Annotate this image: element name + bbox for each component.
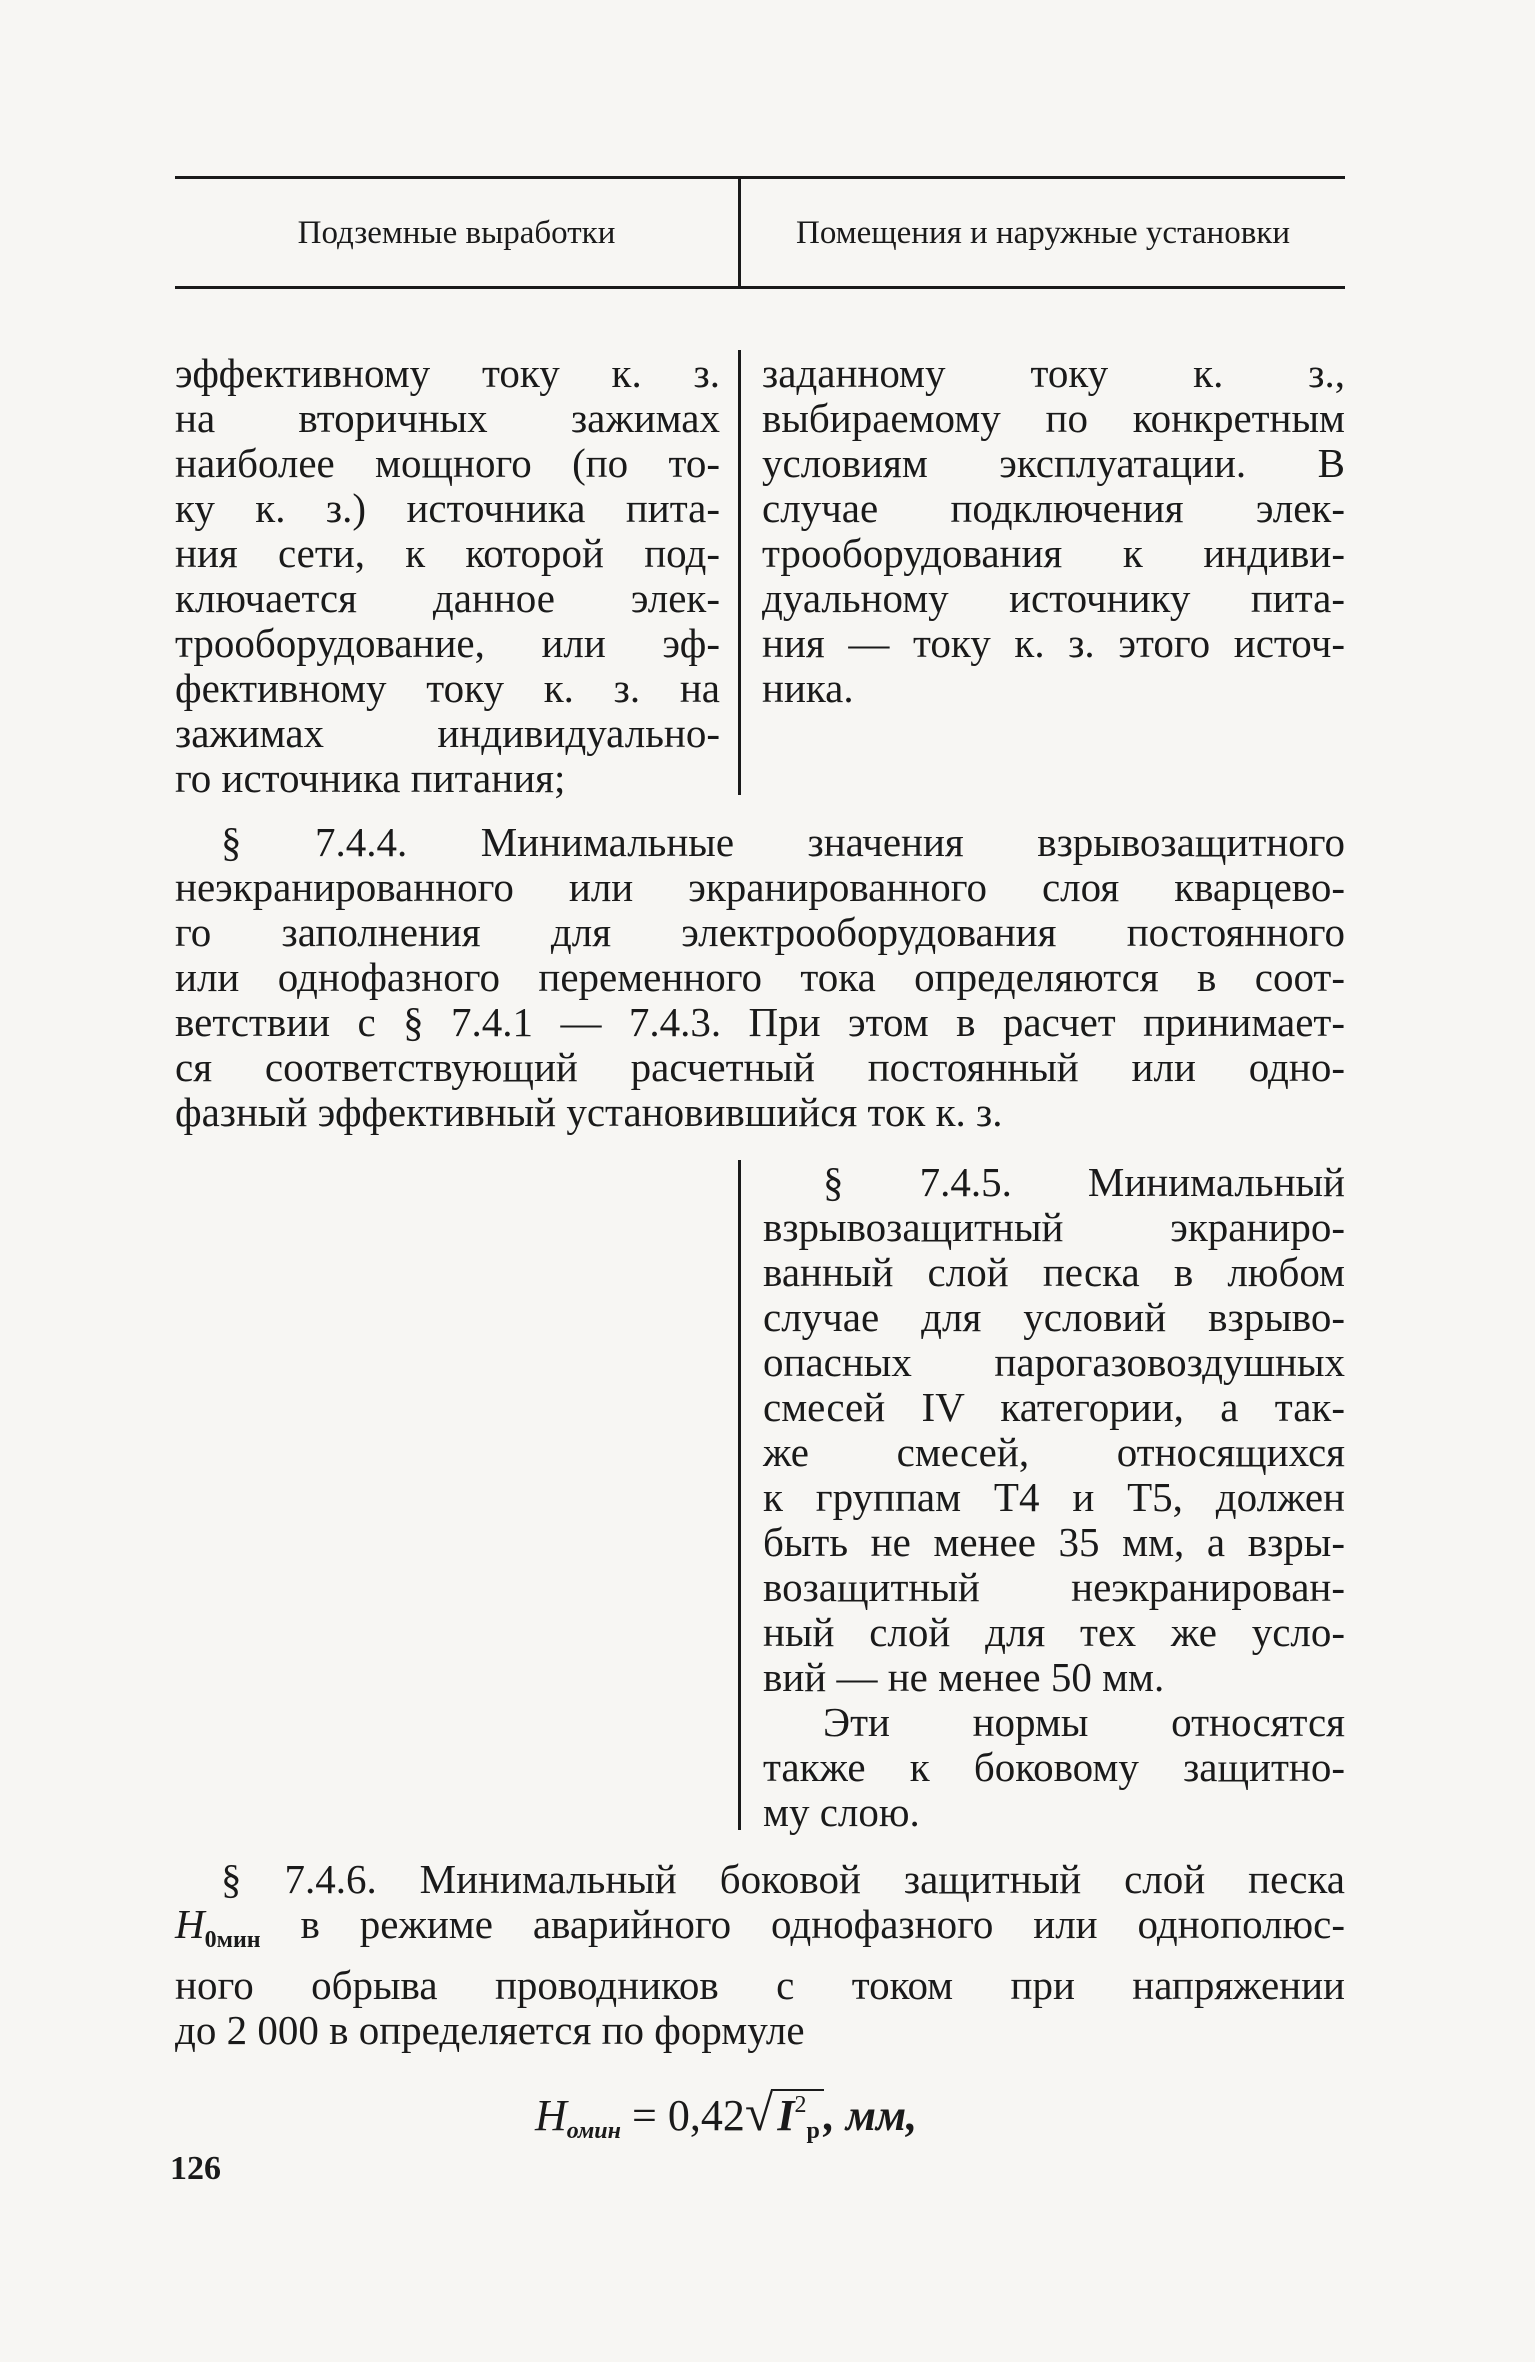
text-line: смесей IV категории, а так- xyxy=(763,1384,1345,1430)
text-line: выбираемому по конкретным xyxy=(762,395,1345,441)
table-top-rule xyxy=(175,176,1345,179)
h-subscript: 0мин xyxy=(204,1927,261,1954)
text-line: ветствии с § 7.4.1 — 7.4.3. При этом в расчет принимает- xyxy=(175,999,1345,1045)
text-line: до 2 000 в определяется по формуле xyxy=(175,2007,805,2054)
text-line: также к боковому защитно- xyxy=(763,1744,1345,1790)
text-line: ного обрыва проводников с током при напряжении xyxy=(175,1962,1345,2009)
text-line: ванный слой песка в любом xyxy=(763,1249,1345,1295)
page-number: 126 xyxy=(170,2150,221,2187)
text-line: трооборудование, или эф- xyxy=(175,620,720,666)
table-header-rule xyxy=(175,286,1345,289)
formula-lhs-symbol: H xyxy=(535,2091,567,2140)
section-7-4-6 xyxy=(175,1857,1345,2053)
text-line: му слою. xyxy=(763,1789,920,1835)
section-7-4-4 xyxy=(175,820,1345,1135)
formula-exponent: 2 xyxy=(794,2092,807,2118)
text-line: дуальному источнику пита- xyxy=(762,575,1345,621)
text-line xyxy=(175,1902,1345,1963)
table-cell-premises xyxy=(762,351,1345,711)
text-line: го источника питания; xyxy=(175,755,566,801)
section-7-4-5 xyxy=(763,1160,1345,1835)
formula-equals: = xyxy=(631,2091,657,2140)
h-symbol: H xyxy=(175,1901,205,1947)
text-line: ния — току к. з. этого источ- xyxy=(762,620,1345,666)
text-line: § 7.4.5. Минимальный xyxy=(823,1159,1345,1205)
text-line: § 7.4.4. Минимальные значения взрывозащитного xyxy=(221,819,1345,865)
text-line: опасных парогазовоздушных xyxy=(763,1339,1345,1385)
text-line: эффективному току к. з. xyxy=(175,350,720,396)
text-line: быть не менее 35 мм, а взры- xyxy=(763,1519,1345,1565)
text-fragment: в режиме аварийного однофазного или однополюс- xyxy=(260,1901,1345,1947)
text-line: ся соответствующий расчетный постоянный или одно- xyxy=(175,1044,1345,1090)
text-line: зажимах индивидуально- xyxy=(175,710,720,756)
text-line: случае подключения элек- xyxy=(762,485,1345,531)
text-line: заданному току к. з., xyxy=(762,350,1345,396)
text-line: случае для условий взрыво- xyxy=(763,1294,1345,1340)
table-body-divider xyxy=(738,350,741,795)
formula xyxy=(535,2075,917,2161)
formula-unit: , мм, xyxy=(823,2091,918,2140)
text-line: § 7.4.6. Минимальный боковой защитный слой песка xyxy=(221,1856,1345,1902)
text-line: или однофазного переменного тока определяются в соот- xyxy=(175,954,1345,1000)
table-header-underground: Подземные выработки xyxy=(297,215,616,251)
section-7-4-5-column-rule xyxy=(738,1160,741,1830)
text-line: возащитный неэкранирован- xyxy=(763,1564,1345,1610)
text-line: трооборудования к индиви- xyxy=(762,530,1345,576)
text-line: же смесей, относящихся xyxy=(763,1429,1345,1475)
text-line: условиям эксплуатации. В xyxy=(762,440,1345,486)
text-line: Эти нормы относятся xyxy=(823,1699,1345,1745)
text-line: фективному току к. з. на xyxy=(175,665,720,711)
formula-variable-subscript: р xyxy=(806,2118,820,2144)
formula-lhs-subscript: омин xyxy=(566,2118,621,2144)
formula-variable: I xyxy=(777,2091,795,2140)
text-line: к группам Т4 и Т5, должен xyxy=(763,1474,1345,1520)
radicand xyxy=(773,2089,823,2144)
formula-coefficient: 0,42 xyxy=(667,2091,745,2140)
text-line: фазный эффективный установившийся ток к. з. xyxy=(175,1089,1003,1135)
text-line: неэкранированного или экранированного слоя кварцево- xyxy=(175,864,1345,910)
text-line: взрывозащитный экраниро- xyxy=(763,1204,1345,1250)
text-line: ключается данное элек- xyxy=(175,575,720,621)
table-cell-underground xyxy=(175,351,720,801)
text-line: вий — не менее 50 мм. xyxy=(763,1654,1165,1700)
text-line: на вторичных зажимах xyxy=(175,395,720,441)
text-line: го заполнения для электрооборудования постоянного xyxy=(175,909,1345,955)
text-line: ника. xyxy=(762,665,854,711)
text-line: ку к. з.) источника пита- xyxy=(175,485,720,531)
table-header-premises: Помещения и наружные установки xyxy=(796,215,1290,251)
radical-icon: √ xyxy=(744,2085,774,2142)
text-line: ния сети, к которой под- xyxy=(175,530,720,576)
text-line: наиболее мощного (по то- xyxy=(175,440,720,486)
text-line: ный слой для тех же усло- xyxy=(763,1609,1345,1655)
